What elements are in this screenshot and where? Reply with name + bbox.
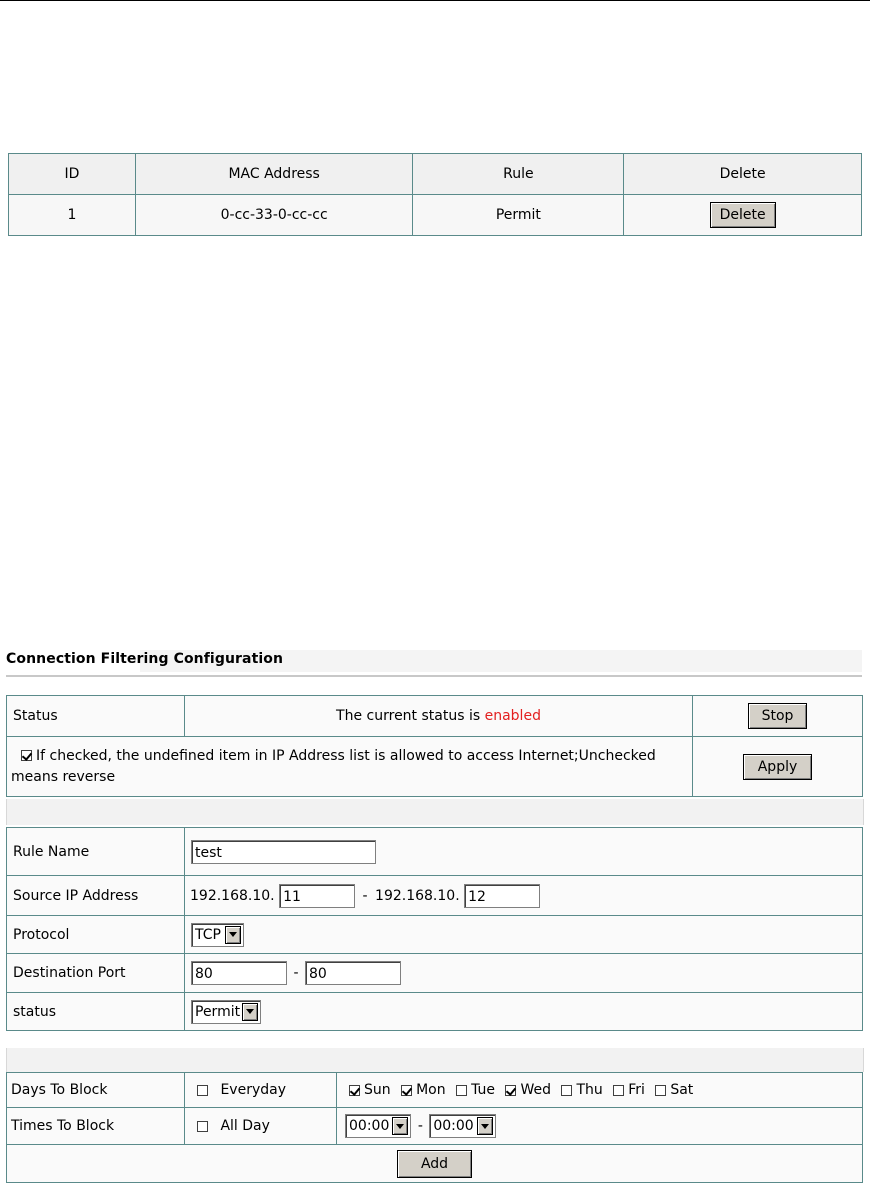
mac-table-header-row	[9, 154, 862, 195]
source-ip-label: Source IP Address	[7, 876, 185, 916]
times-label: Times To Block	[7, 1108, 185, 1145]
time-end-select[interactable]	[429, 1114, 495, 1138]
chevron-down-icon	[392, 1117, 408, 1135]
time-range-cell	[337, 1108, 863, 1145]
mon-label: Mon	[416, 1082, 446, 1098]
status-value: enabled	[484, 708, 541, 724]
times-row	[7, 1108, 863, 1145]
default-rule-checkbox[interactable]	[21, 750, 32, 761]
rule-status-label: status	[7, 993, 185, 1031]
stop-button[interactable]: Stop	[748, 703, 808, 729]
mon-checkbox[interactable]	[401, 1085, 412, 1096]
rule-name-label: Rule Name	[7, 828, 185, 876]
allday-label: All Day	[220, 1118, 270, 1134]
rule-form-table	[6, 827, 863, 1031]
default-rule-row	[7, 737, 863, 797]
ip-prefix-end: 192.168.10.	[375, 887, 460, 904]
protocol-row	[7, 916, 863, 954]
apply-button[interactable]: Apply	[743, 754, 813, 780]
days-row	[7, 1073, 863, 1108]
row-mac-address: 0-cc-33-0-cc-cc	[135, 195, 413, 236]
section-divider	[6, 675, 862, 677]
chevron-down-icon	[477, 1117, 493, 1135]
col-header-delete: Delete	[624, 154, 862, 195]
rule-status-select[interactable]	[191, 1000, 261, 1024]
delete-button[interactable]: Delete	[710, 202, 776, 228]
protocol-cell	[185, 916, 863, 954]
apply-cell	[693, 737, 863, 797]
source-ip-row	[7, 876, 863, 916]
status-text-cell	[185, 696, 693, 737]
rule-name-row	[7, 828, 863, 876]
schedule-table	[6, 1072, 863, 1183]
dest-port-cell	[185, 954, 863, 993]
allday-cell	[185, 1108, 337, 1145]
days-label: Days To Block	[7, 1073, 185, 1108]
time-start-select[interactable]	[345, 1114, 411, 1138]
rule-status-row	[7, 993, 863, 1031]
sun-label: Sun	[364, 1082, 391, 1098]
chevron-down-icon	[242, 1003, 258, 1021]
status-label: Status	[7, 696, 185, 737]
status-table	[6, 695, 863, 797]
spacer-bar	[6, 1048, 864, 1072]
ip-range-separator: -	[362, 887, 368, 904]
rule-status-value: Permit	[195, 1003, 241, 1020]
stop-cell	[693, 696, 863, 737]
chevron-down-icon	[225, 926, 241, 944]
protocol-label: Protocol	[7, 916, 185, 954]
col-header-id: ID	[9, 154, 136, 195]
fri-checkbox[interactable]	[613, 1085, 624, 1096]
add-cell	[7, 1145, 863, 1183]
time-start-value: 00:00	[349, 1118, 390, 1134]
dest-port-label: Destination Port	[7, 954, 185, 993]
source-ip-cell	[185, 876, 863, 916]
everyday-checkbox[interactable]	[197, 1085, 208, 1096]
add-button[interactable]: Add	[397, 1150, 472, 1178]
allday-checkbox[interactable]	[197, 1121, 208, 1132]
sat-label: Sat	[670, 1082, 694, 1098]
col-header-mac: MAC Address	[135, 154, 413, 195]
ip-end-input[interactable]: 12	[464, 884, 540, 908]
ip-start-input[interactable]: 11	[279, 884, 355, 908]
rule-status-cell	[185, 993, 863, 1031]
default-rule-text: If checked, the undefined item in IP Address list is allowed to access Internet;Unchecked means reverse	[11, 747, 656, 785]
status-text: The current status is	[336, 708, 481, 724]
row-id: 1	[9, 195, 136, 236]
wed-checkbox[interactable]	[505, 1085, 516, 1096]
rule-name-cell	[185, 828, 863, 876]
spacer-bar	[6, 799, 864, 825]
mac-filter-table	[8, 153, 862, 236]
default-rule-cell	[7, 737, 693, 797]
everyday-label: Everyday	[220, 1082, 286, 1098]
ip-prefix-start: 192.168.10.	[190, 887, 275, 904]
port-range-separator: -	[293, 965, 299, 981]
dest-port-row	[7, 954, 863, 993]
status-row	[7, 696, 863, 737]
col-header-rule: Rule	[413, 154, 624, 195]
tue-checkbox[interactable]	[456, 1085, 467, 1096]
rule-name-input[interactable]: test	[191, 840, 376, 864]
time-range-separator: -	[417, 1118, 423, 1134]
everyday-cell	[185, 1073, 337, 1108]
time-end-value: 00:00	[433, 1118, 474, 1134]
top-rule	[0, 0, 870, 1]
sun-checkbox[interactable]	[349, 1085, 360, 1096]
add-row	[7, 1145, 863, 1183]
table-row	[9, 195, 862, 236]
days-cell	[337, 1073, 863, 1108]
protocol-select[interactable]	[191, 923, 244, 947]
row-delete-cell	[624, 195, 862, 236]
protocol-value: TCP	[195, 926, 221, 943]
row-rule: Permit	[413, 195, 624, 236]
sat-checkbox[interactable]	[655, 1085, 666, 1096]
thu-label: Thu	[576, 1082, 603, 1098]
wed-label: Wed	[520, 1082, 551, 1098]
port-start-input[interactable]: 80	[191, 961, 287, 985]
tue-label: Tue	[471, 1082, 495, 1098]
section-title: Connection Filtering Configuration	[6, 651, 284, 667]
port-end-input[interactable]: 80	[305, 961, 401, 985]
thu-checkbox[interactable]	[561, 1085, 572, 1096]
fri-label: Fri	[628, 1082, 645, 1098]
